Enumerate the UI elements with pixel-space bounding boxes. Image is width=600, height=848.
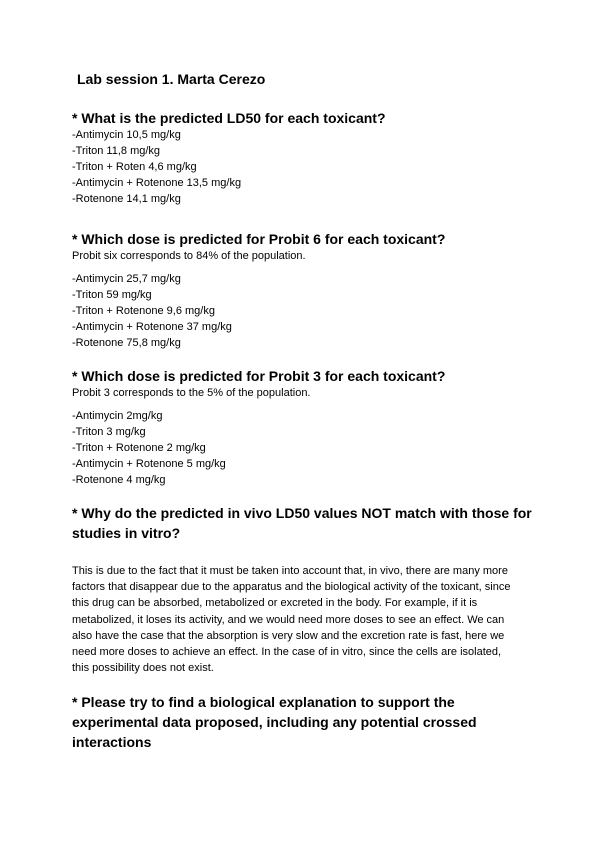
- list-item: -Antimycin 10,5 mg/kg: [72, 129, 181, 141]
- answer-list-ld50: [72, 127, 241, 207]
- list-item: -Triton + Rotenone 9,6 mg/kg: [72, 305, 215, 317]
- list-item: -Antimycin + Rotenone 13,5 mg/kg: [72, 177, 242, 189]
- list-item: -Rotenone 75,8 mg/kg: [72, 337, 181, 349]
- list-item: -Triton 3 mg/kg: [72, 426, 146, 438]
- question-biological-explanation: * Please try to find a biological explanation to support the experimental data proposed, including any potential crossed interactions: [72, 694, 477, 750]
- in-vivo-explanation-paragraph: This is due to the fact that it must be taken into account that, in vivo, there are many more factors that disappear due to the apparatus and the biological activity of the toxicant, since this drug can be absorbed, metabolized or excreted in the body. For example, if it is metabolized, it loses its activity, and we would need more doses to see an effect. We can also have the case that the absorption is very slow and the excretion rate is fast, here we need more doses to achieve an effect. In the case of in vitro, since the cells are isolated, this possibility does not exist.: [72, 565, 511, 675]
- question-probit-6: * Which dose is predicted for Probit 6 for each toxicant?: [72, 231, 446, 247]
- list-item: -Rotenone 4 mg/kg: [72, 474, 166, 486]
- list-item: -Triton + Roten 4,6 mg/kg: [72, 161, 197, 173]
- list-item: -Triton 11,8 mg/kg: [72, 145, 161, 157]
- probit-3-note: Probit 3 corresponds to the 5% of the population.: [72, 387, 311, 399]
- question-probit-3: * Which dose is predicted for Probit 3 for each toxicant?: [72, 368, 446, 384]
- list-item: -Triton 59 mg/kg: [72, 289, 152, 301]
- list-item: -Rotenone 14,1 mg/kg: [72, 193, 181, 205]
- list-item: -Antimycin + Rotenone 37 mg/kg: [72, 321, 232, 333]
- answer-list-probit-3: [72, 408, 226, 488]
- probit-6-note: Probit six corresponds to 84% of the population.: [72, 250, 306, 262]
- question-ld50: * What is the predicted LD50 for each toxicant?: [72, 110, 386, 126]
- document-title: Lab session 1. Marta Cerezo: [77, 71, 266, 87]
- answer-list-probit-6: [72, 271, 232, 351]
- question-in-vivo-vs-in-vitro: * Why do the predicted in vivo LD50 values NOT match with those for studies in vitro?: [72, 505, 532, 541]
- list-item: -Antimycin + Rotenone 5 mg/kg: [72, 458, 226, 470]
- list-item: -Antimycin 2mg/kg: [72, 410, 163, 422]
- list-item: -Triton + Rotenone 2 mg/kg: [72, 442, 206, 454]
- list-item: -Antimycin 25,7 mg/kg: [72, 273, 181, 285]
